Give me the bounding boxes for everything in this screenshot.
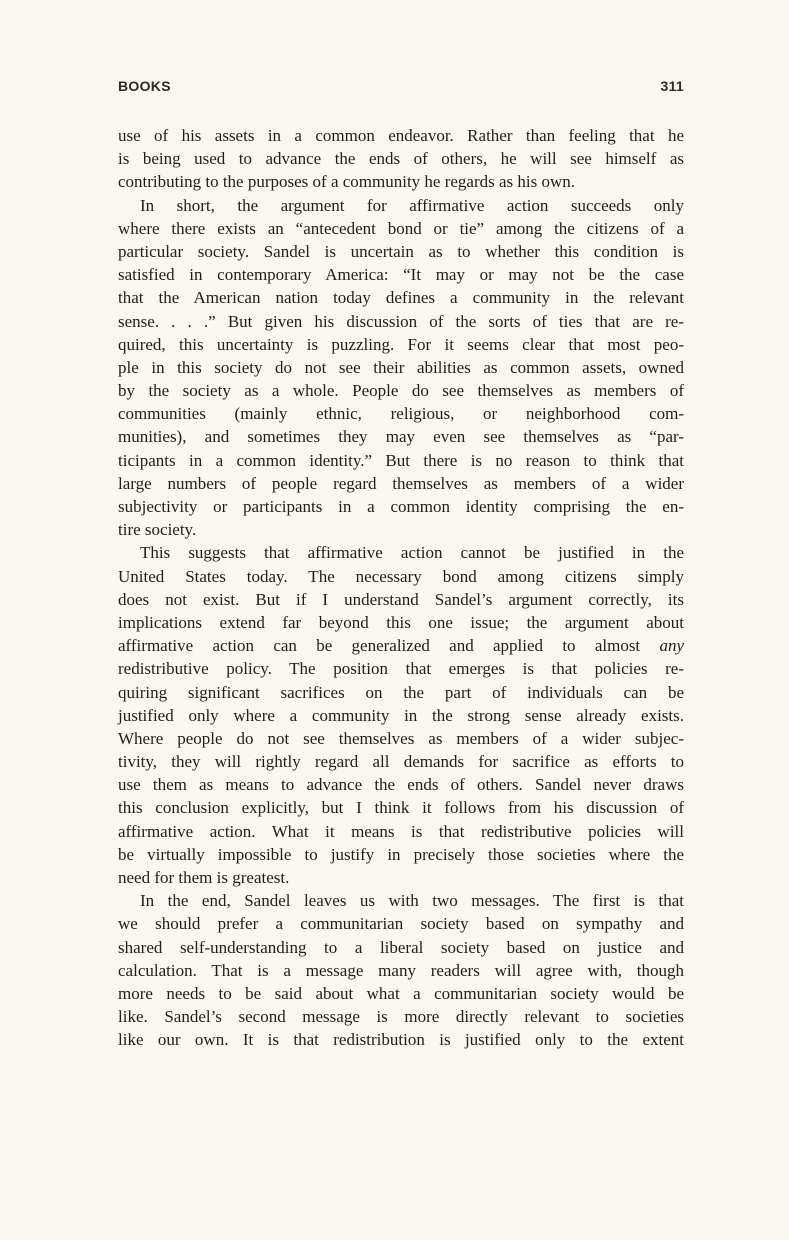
paragraph-3 [118, 541, 684, 889]
text-line: more needs to be said about what a communitarian society would be [118, 983, 684, 1003]
text-line: be virtually impossible to justify in precisely those societies where the [118, 844, 684, 864]
text-line: quiring significant sacrifices on the part of individuals can be [118, 682, 684, 702]
text-line: In short, the argument for affirmative action succeeds only [140, 195, 684, 215]
text-line: need for them is greatest. [118, 868, 290, 887]
text-line: use them as means to advance the ends of others. Sandel never draws [118, 775, 684, 795]
body-text [118, 124, 684, 1052]
text-line: implications extend far beyond this one issue; the argument about [118, 612, 684, 632]
text-line: quired, this uncertainty is puzzling. For it seems clear that most peo- [118, 334, 684, 354]
text-line: by the society as a whole. People do see themselves as members of [118, 381, 684, 401]
text-line-with-emphasis [118, 634, 684, 657]
text-line: where there exists an “antecedent bond or tie” among the citizens of a [118, 218, 684, 238]
text-line: calculation. That is a message many readers will agree with, though [118, 960, 684, 980]
text-line: this conclusion explicitly, but I think it follows from his discussion of [118, 798, 684, 818]
text-line: shared self-understanding to a liberal society based on justice and [118, 937, 684, 957]
text-line: contributing to the purposes of a community he regards as his own. [118, 172, 576, 192]
text-line: satisfied in contemporary America: “It may or may not be the case [118, 265, 684, 285]
text-line: tivity, they will rightly regard all demands for sacrifice as efforts to [118, 752, 684, 772]
paragraph-1 [118, 124, 684, 194]
text-line: like our own. It is that redistribution is justified only to the extent [118, 1030, 684, 1050]
text-line: tire society. [118, 520, 197, 540]
text-line: In the end, Sandel leaves us with two messages. The first is that [140, 891, 684, 911]
text-line: justified only where a community in the strong sense already exists. [118, 705, 684, 725]
running-head [118, 78, 684, 98]
text-line: is being used to advance the ends of others, he will see himself as [118, 149, 684, 169]
text-line: particular society. Sandel is uncertain as to whether this condition is [118, 241, 684, 261]
text-line: that the American nation today defines a community in the relevant [118, 288, 684, 308]
text-line: ple in this society do not see their abilities as common assets, owned [118, 357, 684, 377]
section-title: BOOKS [118, 78, 171, 94]
text-line: United States today. The necessary bond among citizens simply [118, 566, 684, 586]
text-line: large numbers of people regard themselves as members of a wider [118, 473, 684, 493]
text-line: use of his assets in a common endeavor. Rather than feeling that he [118, 126, 684, 145]
page-number: 311 [660, 78, 684, 94]
paragraph-2 [118, 194, 684, 542]
text-line: This suggests that affirmative action cannot be justified in the [140, 543, 684, 563]
text-line: sense. . . .” But given his discussion of the sorts of ties that are re- [118, 311, 684, 331]
text-line: affirmative action. What it means is that redistributive policies will [118, 821, 684, 841]
text-line: munities), and sometimes they may even see themselves as “par- [118, 427, 684, 447]
text-line: subjectivity or participants in a common identity comprising the en- [118, 497, 684, 516]
text-line: redistributive policy. The position that emerges is that policies re- [118, 659, 684, 679]
text-line: does not exist. But if I understand Sandel’s argument correctly, its [118, 589, 684, 609]
text-line: like. Sandel’s second message is more directly relevant to societies [118, 1007, 684, 1027]
text-line: Where people do not see themselves as members of a wider subjec- [118, 728, 684, 748]
text-line: ticipants in a common identity.” But there is no reason to think that [118, 450, 684, 470]
text-line: we should prefer a communitarian society based on sympathy and [118, 914, 684, 934]
text-line: communities (mainly ethnic, religious, or neighborhood com- [118, 404, 684, 424]
text-fragment: affirmative action can be generalized and applied to almost [118, 636, 660, 656]
emphasized-word: any [659, 636, 684, 656]
paragraph-4 [118, 889, 684, 1051]
